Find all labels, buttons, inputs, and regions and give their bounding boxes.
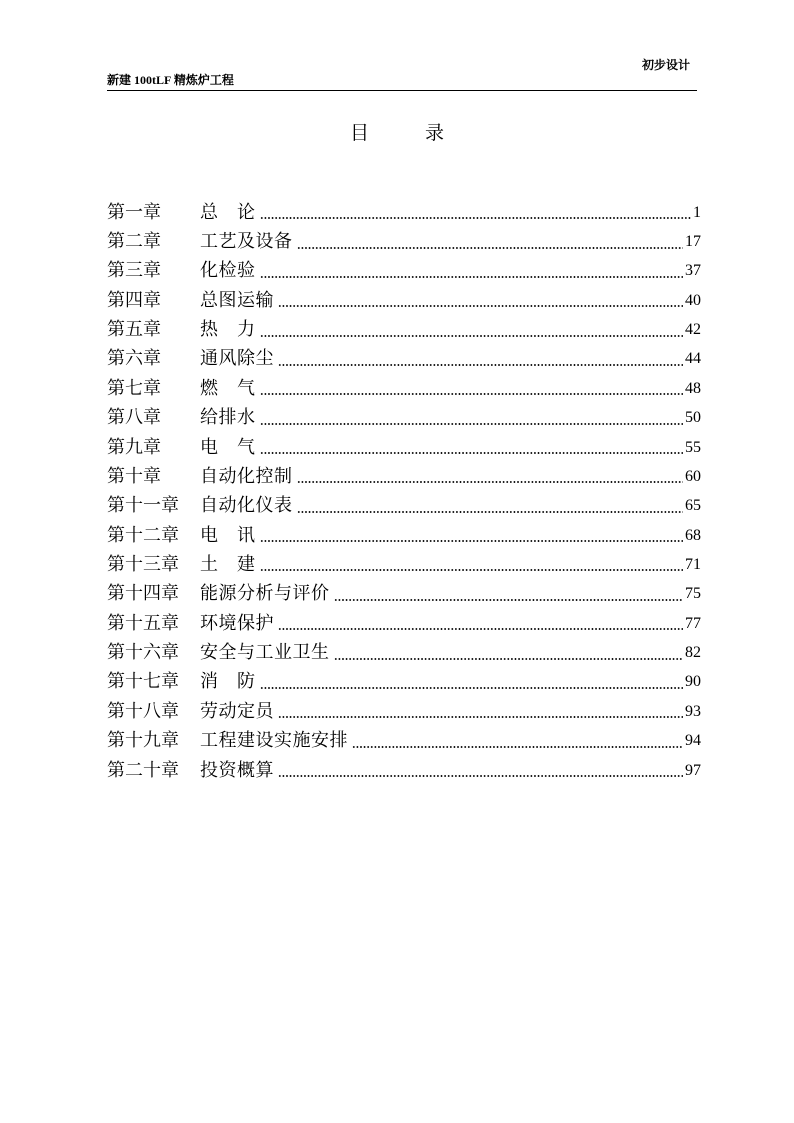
toc-chapter-label: 第二章 <box>107 231 161 253</box>
toc-page-number: 37 <box>685 262 701 280</box>
dot-leader <box>352 746 683 748</box>
toc-chapter-label: 第八章 <box>107 407 161 429</box>
toc-page-number: 55 <box>685 438 701 456</box>
toc-page-number: 90 <box>685 673 701 691</box>
dot-leader <box>334 599 684 601</box>
header-rule <box>107 90 697 91</box>
toc-entry-title: 投资概算 <box>200 759 274 781</box>
toc-entry-title: 总图运输 <box>200 289 274 311</box>
header-project-name: 新建 100tLF 精炼炉工程 <box>107 73 234 87</box>
dot-leader <box>297 481 684 483</box>
dot-leader <box>260 687 684 689</box>
toc-page-number: 68 <box>685 526 701 544</box>
toc-page-number: 82 <box>685 644 701 662</box>
toc-entry-title: 电 气 <box>200 436 256 458</box>
toc-entry <box>107 580 701 609</box>
dot-leader <box>260 423 684 425</box>
toc-entry <box>107 462 701 491</box>
dot-leader <box>278 716 683 718</box>
toc-chapter-label: 第九章 <box>107 436 161 458</box>
toc-chapter-label: 第四章 <box>107 289 161 311</box>
dot-leader <box>260 217 692 219</box>
toc-page-number: 71 <box>685 555 701 573</box>
toc-page-number: 48 <box>685 379 701 397</box>
toc-entry <box>107 638 701 667</box>
toc-entry <box>107 433 701 462</box>
toc-entry-title: 能源分析与评价 <box>200 583 330 605</box>
toc-page-number: 44 <box>685 350 701 368</box>
dot-leader <box>260 540 684 542</box>
toc-page-number: 94 <box>685 732 701 750</box>
dot-leader <box>297 511 684 513</box>
toc-entry <box>107 345 701 374</box>
toc-page-number: 77 <box>685 614 701 632</box>
toc-page-number: 40 <box>685 291 701 309</box>
dot-leader <box>278 628 683 630</box>
dot-leader <box>260 569 684 571</box>
toc-entry <box>107 286 701 315</box>
toc-entry <box>107 374 701 403</box>
toc-chapter-label: 第十九章 <box>107 730 179 752</box>
toc-page-number: 42 <box>685 321 701 339</box>
toc-entry <box>107 668 701 697</box>
toc-page-number: 1 <box>693 203 701 221</box>
toc-entry-title: 通风除尘 <box>200 348 274 370</box>
toc-page-number: 65 <box>685 497 701 515</box>
table-of-contents <box>107 198 701 785</box>
toc-chapter-label: 第六章 <box>107 348 161 370</box>
toc-entry-title: 工艺及设备 <box>200 231 293 253</box>
toc-entry-title: 劳动定员 <box>200 700 274 722</box>
toc-page-number: 97 <box>685 761 701 779</box>
toc-entry-title: 总 论 <box>200 201 256 223</box>
header-doc-type: 初步设计 <box>641 58 690 72</box>
toc-chapter-label: 第十七章 <box>107 671 179 693</box>
toc-entry <box>107 198 701 227</box>
dot-leader <box>278 305 683 307</box>
dot-leader <box>260 335 684 337</box>
dot-leader <box>297 247 684 249</box>
dot-leader <box>260 393 684 395</box>
toc-entry <box>107 521 701 550</box>
toc-entry-title: 热 力 <box>200 319 256 341</box>
toc-chapter-label: 第二十章 <box>107 759 179 781</box>
toc-entry-title: 土 建 <box>200 553 256 575</box>
toc-chapter-label: 第十三章 <box>107 553 179 575</box>
toc-chapter-label: 第五章 <box>107 319 161 341</box>
toc-chapter-label: 第十二章 <box>107 524 179 546</box>
toc-title: 目 录 <box>349 122 450 144</box>
dot-leader <box>260 276 684 278</box>
toc-entry-title: 给排水 <box>200 407 256 429</box>
toc-page-number: 50 <box>685 409 701 427</box>
toc-entry-title: 自动化仪表 <box>200 495 293 517</box>
toc-chapter-label: 第十八章 <box>107 700 179 722</box>
toc-entry-title: 消 防 <box>200 671 256 693</box>
toc-entry <box>107 609 701 638</box>
toc-chapter-label: 第三章 <box>107 260 161 282</box>
dot-leader <box>334 658 684 660</box>
toc-entry <box>107 550 701 579</box>
toc-entry-title: 化检验 <box>200 260 256 282</box>
toc-entry-title: 环境保护 <box>200 612 274 634</box>
toc-entry-title: 燃 气 <box>200 377 256 399</box>
toc-entry <box>107 227 701 256</box>
toc-chapter-label: 第七章 <box>107 377 161 399</box>
toc-entry <box>107 404 701 433</box>
toc-entry <box>107 257 701 286</box>
dot-leader <box>278 364 683 366</box>
toc-page-number: 17 <box>685 233 701 251</box>
toc-chapter-label: 第一章 <box>107 201 161 223</box>
toc-page-number: 93 <box>685 702 701 720</box>
toc-entry <box>107 726 701 755</box>
toc-entry-title: 电 讯 <box>200 524 256 546</box>
toc-chapter-label: 第十一章 <box>107 495 179 517</box>
toc-page-number: 60 <box>685 467 701 485</box>
toc-entry-title: 工程建设实施安排 <box>200 730 348 752</box>
toc-entry-title: 安全与工业卫生 <box>200 642 330 664</box>
toc-entry <box>107 697 701 726</box>
dot-leader <box>260 452 684 454</box>
toc-chapter-label: 第十四章 <box>107 583 179 605</box>
toc-entry <box>107 756 701 785</box>
toc-page-number: 75 <box>685 585 701 603</box>
toc-entry <box>107 315 701 344</box>
toc-entry <box>107 492 701 521</box>
toc-entry-title: 自动化控制 <box>200 465 293 487</box>
toc-chapter-label: 第十五章 <box>107 612 179 634</box>
dot-leader <box>278 775 683 777</box>
toc-chapter-label: 第十章 <box>107 465 161 487</box>
toc-chapter-label: 第十六章 <box>107 642 179 664</box>
